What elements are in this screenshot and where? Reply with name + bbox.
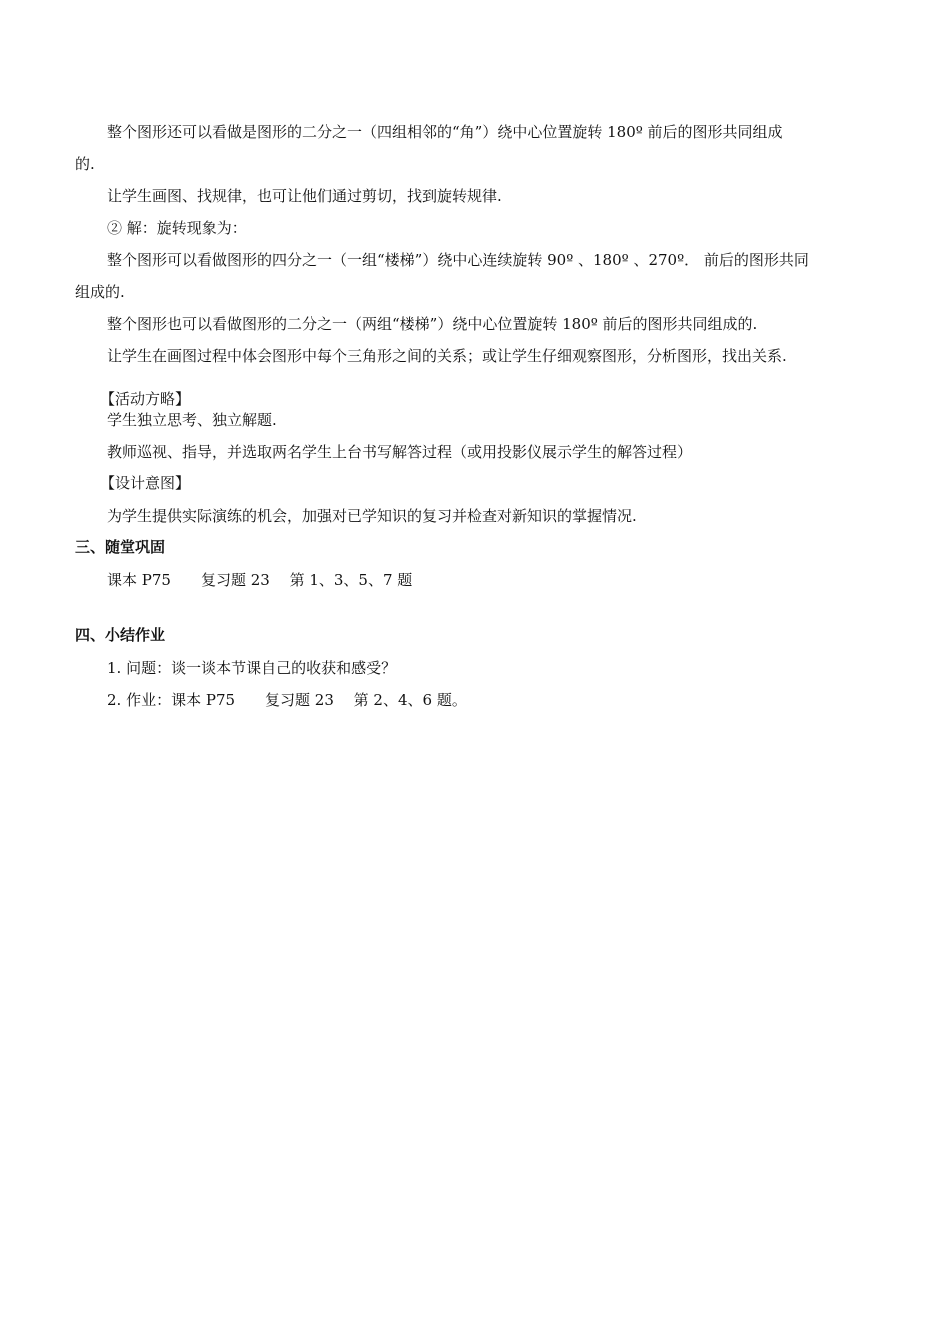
paragraph-line: 1. 问题：谈一谈本节课自己的收获和感受？ bbox=[107, 659, 397, 677]
paragraph-line: 的. bbox=[75, 155, 95, 173]
paragraph-line: 2. 作业：课本 P75 复习题 23 第 2、4、6 题。 bbox=[107, 691, 467, 709]
paragraph-line: 让学生画图、找规律，也可让他们通过剪切，找到旋转规律. bbox=[107, 187, 502, 205]
activity-label: 【活动方略】 bbox=[100, 390, 191, 408]
paragraph-line: 课本 P75 复习题 23 第 1、3、5、7 题 bbox=[107, 571, 413, 589]
paragraph-line: 让学生在画图过程中体会图形中每个三角形之间的关系；或让学生仔细观察图形，分析图形，找出关系. bbox=[107, 347, 787, 365]
paragraph-line: ② 解：旋转现象为： bbox=[107, 219, 247, 237]
paragraph-line: 为学生提供实际演练的机会，加强对已学知识的复习并检查对新知识的掌握情况. bbox=[107, 507, 637, 525]
paragraph-line: 整个图形也可以看做图形的二分之一（两组“楼梯”）绕中心位置旋转 180º 前后的图形共同组成的. bbox=[107, 315, 758, 333]
paragraph-line: 组成的. bbox=[75, 283, 125, 301]
section-heading: 三、随堂巩固 bbox=[75, 538, 166, 556]
section-heading: 四、小结作业 bbox=[75, 626, 166, 644]
paragraph-line: 教师巡视、指导，并选取两名学生上台书写解答过程（或用投影仪展示学生的解答过程） bbox=[107, 443, 693, 461]
paragraph-line: 整个图形还可以看做是图形的二分之一（四组相邻的“角”）绕中心位置旋转 180º 前后的图形共同组成 bbox=[107, 123, 783, 141]
paragraph-line: 学生独立思考、独立解题. bbox=[107, 411, 277, 429]
paragraph-line: 整个图形可以看做图形的四分之一（一组“楼梯”）绕中心连续旋转 90º 、180º 、270º． 前后的图形共同 bbox=[107, 251, 809, 269]
design-label: 【设计意图】 bbox=[100, 474, 191, 492]
